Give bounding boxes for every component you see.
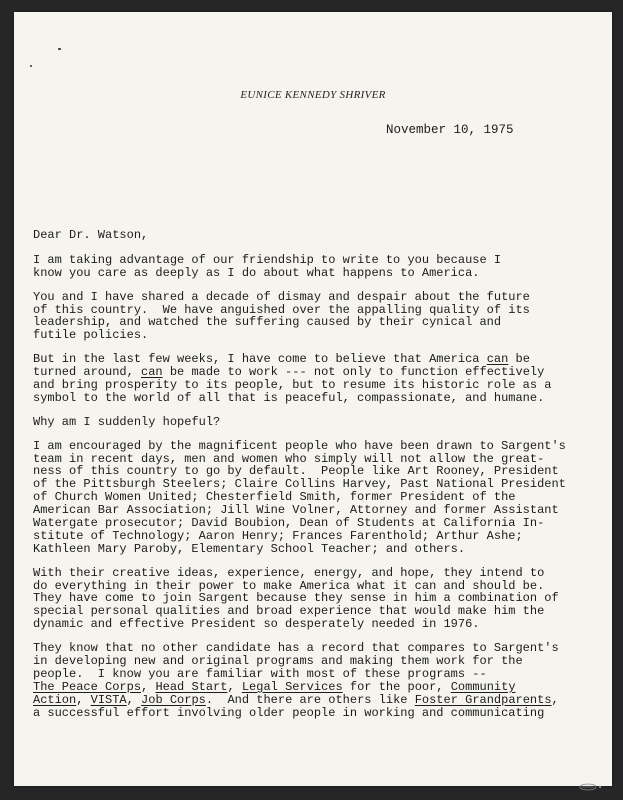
program-legal-services: Legal Services [241,679,343,694]
speck-mark [30,65,32,67]
paragraph-3: But in the last few weeks, I have come to believe that America can be turned around, can be made to work --- not only to function effectively and bring prosperity to its people, but to resume its historic role as a symbol to the world of all that is peaceful, compassionate, and humane. [33,352,552,405]
program-foster-grandparents: Foster Grandparents [414,692,552,707]
paragraph-5: I am encouraged by the magnificent people who have been drawn to Sargent's team in recent days, men and women who simply will not allow the great- ness of this country to go by default. People like Art Rooney, President of the Pittsburgh Steelers; Claire Collins Harvey, Past National President of Church Women United; Chesterfield Smith, former President of the American Bar Association; Jill Wine Volner, Attorney and former Assistant Watergate prosecutor; David Boubion, Dean of Students at California In- stitute of Technology; Aaron Henry; Frances Farenthold; Arthur Ashe; Kathleen Mary Paroby, Elementary School Teacher; and others. [33,438,566,556]
salutation: Dear Dr. Watson, [33,228,149,242]
paragraph-2: You and I have shared a decade of dismay and despair about the future of this country. We have anguished over the appalling quality of its leadership, and watched the suffering caused by their cynical and futile policies. [33,289,530,343]
underlined-word: can [141,365,163,380]
program-vista: VISTA [90,692,127,707]
paragraph-7: They know that no other candidate has a record that compares to Sargent's in developing new and original programs and making them work for the people. I know you are familiar with most of these programs -- The Peace Corps, Head Start, Legal Services for the poor, Community Action, VISTA, Job Corps. And there are others like Foster Grandparents, a successful effort involving older people in working and communicating [33,641,559,720]
speck-mark [58,48,61,50]
paragraph-1: I am taking advantage of our friendship to write to you because I know you care as deeply as I do about what happens to America. [33,252,502,280]
letterhead: EUNICE KENNEDY SHRIVER [240,89,386,101]
paragraph-6: With their creative ideas, experience, energy, and hope, they intend to do everything in their power to make America what it can and should be. They have come to join Sargent because they sense in him a combination of special personal qualities and broad experience that would make him the dynamic and effective President so desperately needed in 1976. [33,565,559,632]
program-community-action: Community [450,679,516,694]
underlined-word: can [486,352,509,367]
letter-date: November 10, 1975 [386,123,514,137]
letter-page [14,12,612,786]
program-job-corps: Job Corps [141,692,206,707]
union-bug-mark [579,783,605,791]
paragraph-4: Why am I suddenly hopeful? [33,414,221,429]
program-community-action-cont: Action [33,692,77,707]
program-head-start: Head Start [155,679,228,694]
program-peace-corps: The Peace Corps [33,679,142,694]
letter-body [33,229,603,720]
